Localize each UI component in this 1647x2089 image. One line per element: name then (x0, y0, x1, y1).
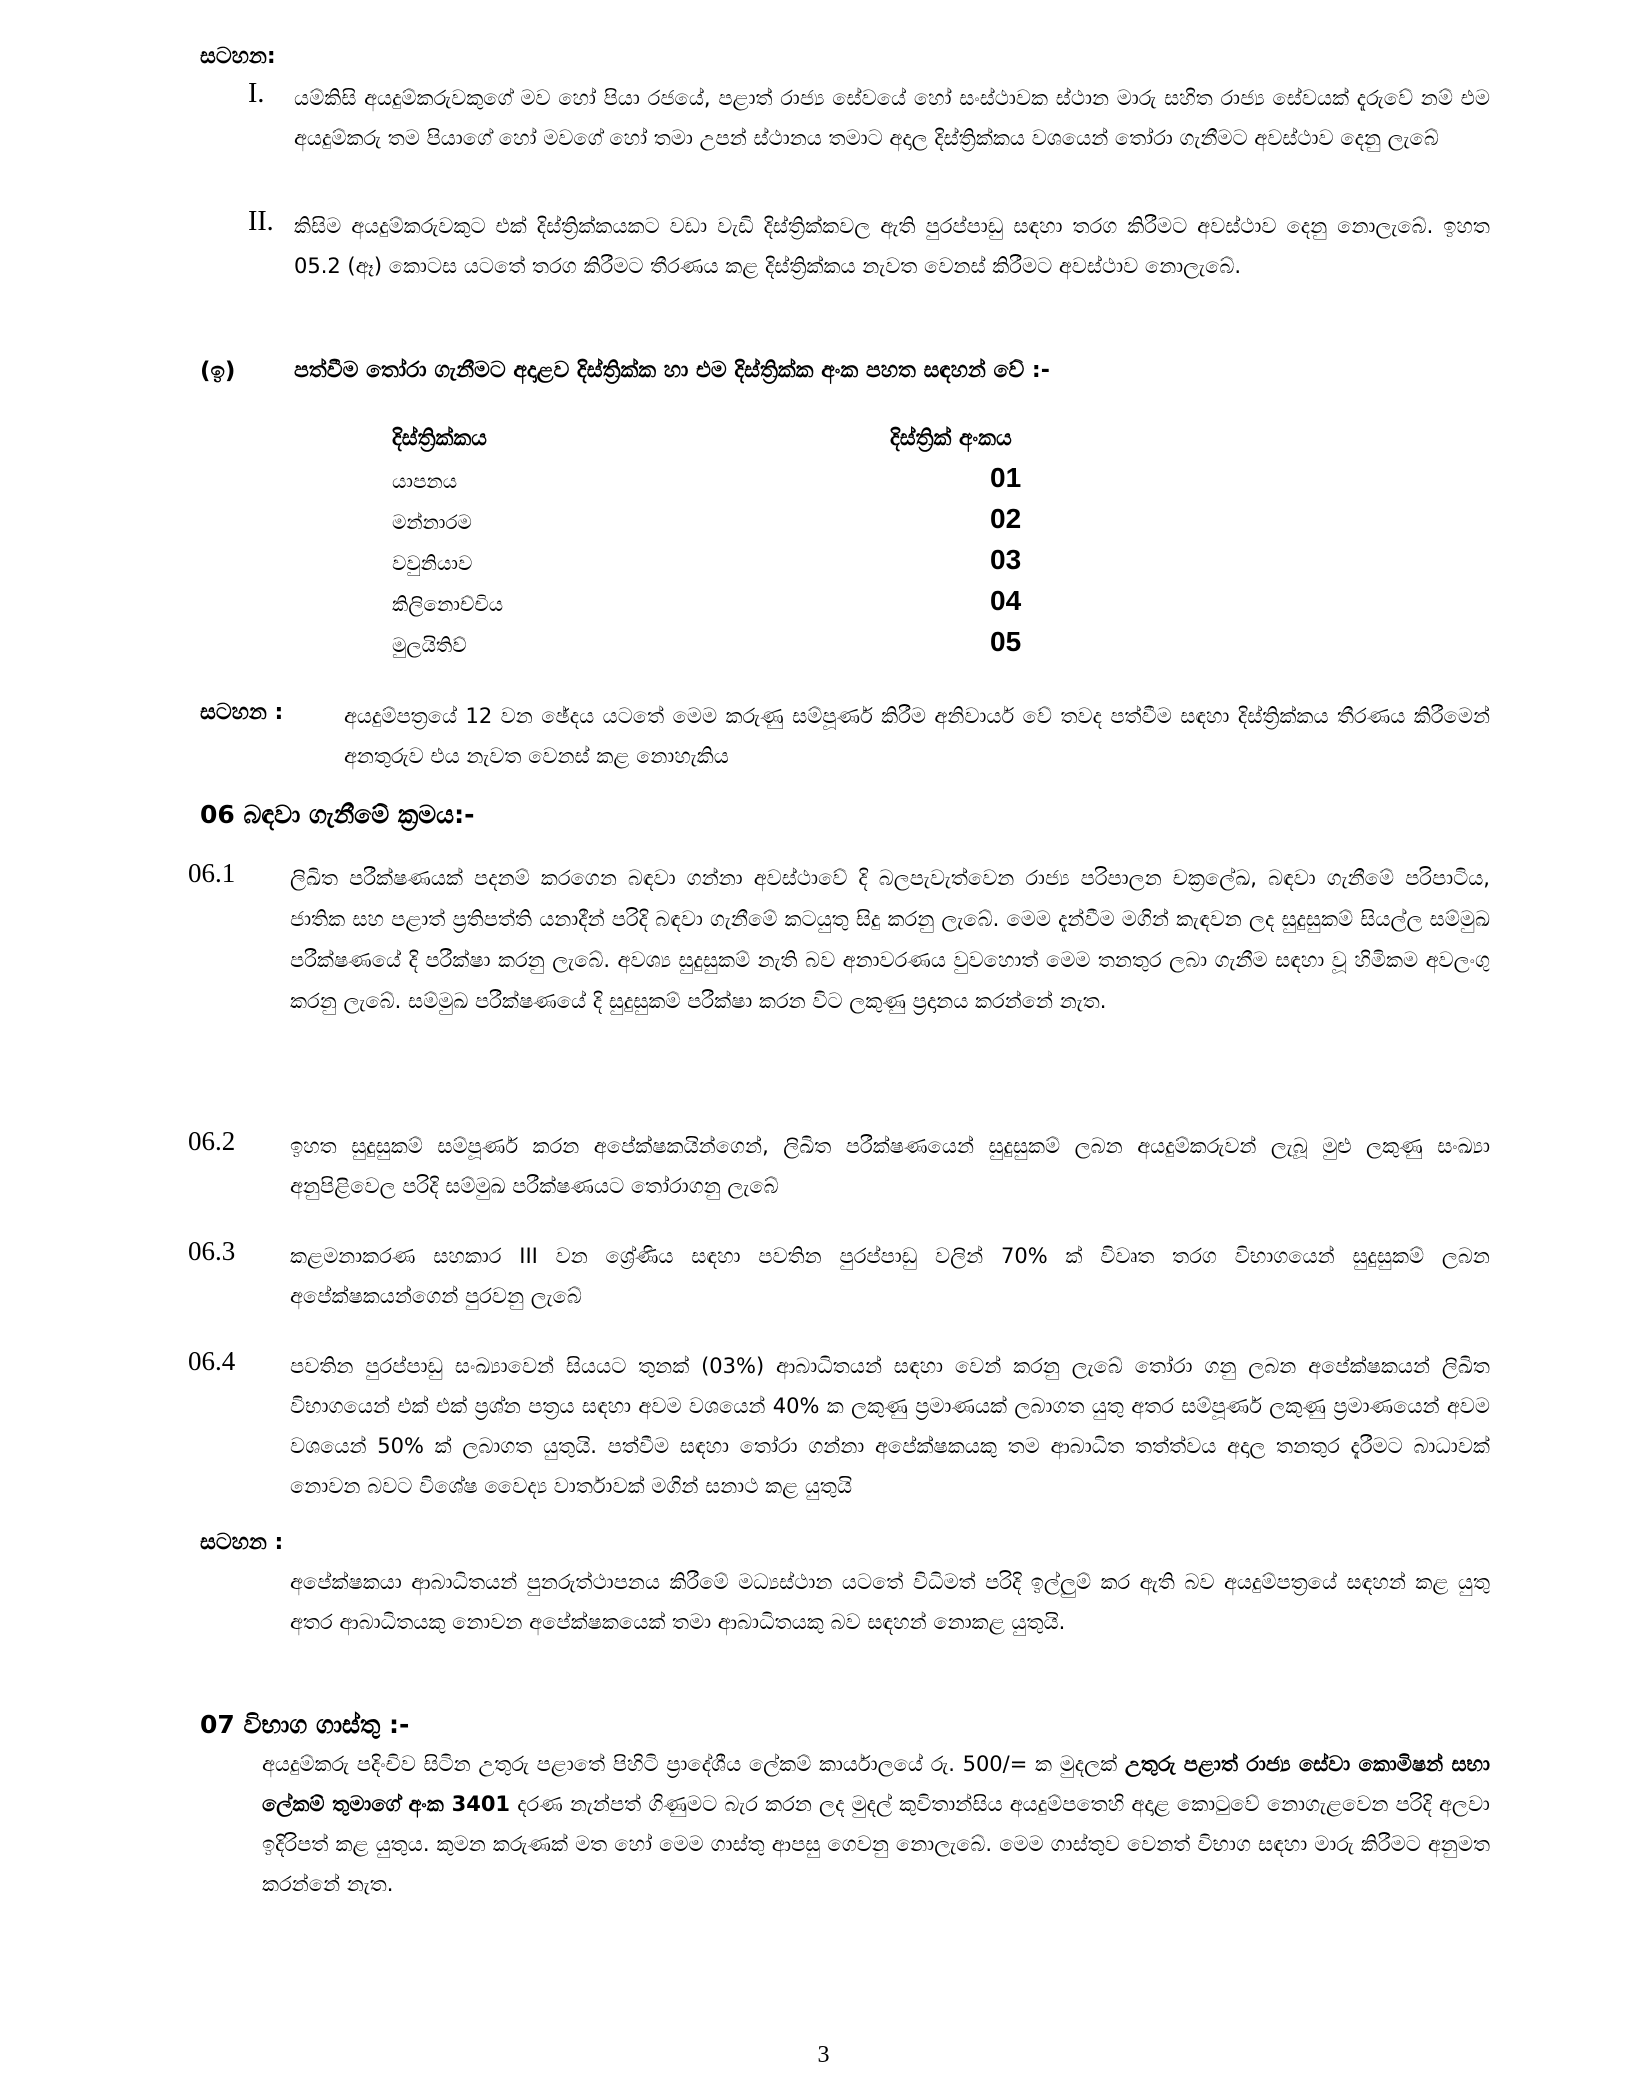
district-code: 02 (990, 503, 1022, 534)
note-label-mid: සටහන : (200, 700, 284, 725)
header-district-code: දිස්ත්‍රික් අංකය (890, 426, 1012, 451)
item-number: 06.1 (188, 858, 236, 888)
header-district: දිස්ත්‍රික්කය (392, 426, 487, 451)
district-code: 03 (990, 544, 1022, 575)
table-row (392, 624, 1112, 665)
page-number: 3 (817, 2042, 830, 2068)
item-number: 06.3 (188, 1236, 236, 1266)
section-07-text-part-2: දරණ නැන්පත් ගිණුමට බැර කරන ලද මුදල් කුවිතාන්සිය අයදුම්පතෙහි අදාළ කොටුවේ නොගැළවෙන පරිදි අලවා ඉදිරිපත් කළ යුතුය. කුමන කරුණක් මත හෝ මෙම ගාස්තු ආපසු ගෙවනු නොලැබේ. මෙම ගාස්තුව වෙනත් විභාග සඳහා මාරු කිරීමට අනුමත කරන්නේ නැත. (262, 1792, 1490, 1896)
section-e-heading: පත්වීම තෝරා ගැනීමට අදාළව දිස්ත්‍රික්ක හා එම දිස්ත්‍රික්ක අංක පහත සඳහන් වේ :- (294, 358, 1050, 383)
note-item-2-text: කිසිම අයදුම්කරුවකුට එක් දිස්ත්‍රික්කයකට වඩා වැඩි දිස්ත්‍රික්කවල ඇති පුරප්පාඩු සඳහා තරග කිරීමට අවස්ථාව දෙනු නොලැබේ. ඉහත 05.2 (ඈ) කොටස යටතේ තරග කිරීමට තීරණය කළ දිස්ත්‍රික්කය නැවත වෙනස් කිරීමට අවස්ථාව නොලැබේ. (294, 214, 1490, 278)
table-row (392, 583, 1112, 624)
note-label-bottom: සටහන : (200, 1530, 284, 1555)
item-number: 06.4 (188, 1346, 236, 1376)
item-06-3-text: කළමනාකරණ සහකාර III වන ශ්‍රේණිය සඳහා පවතින පුරප්පාඩු වලින් 70% ක් විවෘත තරග විභාගයෙන් සුදුසුකම් ලබන අපේක්ෂකයන්ගෙන් පුරවනු ලැබේ (290, 1244, 1490, 1308)
table-row (392, 501, 1112, 542)
section-07-text-part-1: අයදුම්කරු පදිංචිව සිටින උතුරු පළාතේ පිහිටි ප්‍රාදේශීය ලේකම් කාර්යාලයේ රු. 500/= ක මුදලක් (262, 1752, 1118, 1776)
note-item-1-text: යම්කිසි අයදුම්කරුවකුගේ මව හෝ පියා රජයේ, පළාත් රාජ්‍ය සේවයේ හෝ සංස්ථාවක ස්ථාන මාරු සහිත රාජ්‍ය සේවයක් දැරුවේ නම් එම අයදුම්කරු තම පියාගේ හෝ මවගේ හෝ තමා උපන් ස්ථානය තමාට අදාල දිස්ත්‍රික්කය වශයෙන් තෝරා ගැනීමට අවස්ථාව දෙනු ලැබේ (294, 86, 1490, 150)
district-name: මුලයිතිව් (392, 633, 467, 657)
district-name: කිලිනොච්චිය (392, 592, 504, 616)
section-06-heading: 06 බඳවා ගැනීමේ ක්‍රමය:- (200, 800, 475, 829)
item-number: 06.2 (188, 1126, 236, 1156)
district-code: 04 (990, 585, 1022, 616)
district-name: යාපනය (392, 469, 458, 493)
roman-marker-2: II. (248, 206, 274, 237)
note-mid-text: අයදුම්පත්‍රයේ 12 වන ඡේදය යටතේ මෙම කරුණු සම්පූර්ණ කිරීම අනිවාර්ය වේ තවද පත්වීම සඳහා දිස්ත්‍රික්කය තීරණය කිරීමෙන් අනතුරුව එය නැවත වෙනස් කළ නොහැකිය (344, 704, 1490, 768)
section-07-text (262, 1744, 1490, 1904)
item-06-4-text: පවතින පුරප්පාඩු සංඛ්‍යාවෙන් සියයට තුනක් (03%) ආබාධිතයන් සඳහා වෙන් කරනු ලැබේ තෝරා ගනු ලබන අපේක්ෂකයන් ලිඛිත විභාගයෙන් එක් එක් ප්‍රශ්න පත්‍රය සඳහා අවම වශයෙන් 40% ක ලකුණු ප්‍රමාණයක් ලබාගත යුතු අතර සම්පූර්ණ ලකුණු ප්‍රමාණයෙන් අවම වශයෙන් 50% ක් ලබාගත යුතුයි. පත්වීම සඳහා තෝරා ගන්නා අපේක්ෂකයකු තම ආබාධිත තත්ත්වය අදාල තනතුර දැරීමට බාධාවක් නොවන බවට විශේෂ වෛද්‍ය වාර්තාවක් මගින් සනාථ කළ යුතුයි (290, 1354, 1490, 1498)
section-07-heading: 07 විභාග ගාස්තු :- (200, 1710, 410, 1739)
district-name: වවුනියාව (392, 551, 473, 575)
item-06-1-text: ලිඛිත පරීක්ෂණයක් පදනම් කරගෙන බඳවා ගන්නා අවස්ථාවේ දි බලපැවැත්වෙන රාජ්‍ය පරිපාලන චක්‍රලේඛ, බඳවා ගැනීමේ පරිපාටිය, ජාතික සහ පළාත් ප්‍රතිපත්ති යනාදීන් පරිදි බඳවා ගැනීමේ කටයුතු සිදු කරනු ලැබේ. මෙම දැන්වීම මගින් කැඳවන ලද සුදුසුකම් සියල්ල සම්මුඛ පරීක්ෂණයේ දි පරීක්ෂා කරනු ලැබේ. අවශ්‍ය සුදුසුකම් නැති බව අනාවරණය වුවහොත් මෙම තනතුර ලබා ගැනීම සඳහා වූ හිමිකම අවලංගු කරනු ලැබේ. සම්මුඛ පරීක්ෂණයේ දි සුදුසුකම් පරීක්ෂා කරන විට ලකුණු ප්‍රදානය කරන්නේ නැත. (290, 866, 1490, 1013)
district-code: 05 (990, 626, 1022, 657)
district-name: මන්නාරම (392, 510, 472, 534)
section-e-marker: (ඉ) (200, 358, 236, 384)
item-06-2-text: ඉහත සුදුසුකම් සම්පූර්ණ කරන අපේක්ෂකයින්ගෙන්, ලිඛිත පරීක්ෂණයෙන් සුදුසුකම් ලබන අයදුම්කරුවන් ලැබූ මුළු ලකුණු සංඛ්‍යා අනුපිළිවෙල පරිදි සම්මුඛ පරීක්ෂණයට තෝරාගනු ලැබේ (290, 1134, 1490, 1198)
note-bottom-text: අපේක්ෂකයා ආබාධිතයන් පුනරුත්ථාපනය කිරීමේ මධ්‍යස්ථාන යටතේ විධිමත් පරිදි ඉල්ලුම් කර ඇති බව අයදුම්පත්‍රයේ සඳහන් කළ යුතු අතර ආබාධිතයකු නොවන අපේක්ෂකයෙක් තමා ආබාධිතයකු බව සඳහන් නොකළ යුතුයි. (290, 1570, 1490, 1634)
table-row (392, 542, 1112, 583)
district-table-header (392, 420, 1112, 460)
section-07-account-bold: උතුරු පළාත් රාජ්‍ය සේවා කොමිෂන් සභා ලේකම් තුමාගේ අංක 3401 (262, 1752, 1490, 1816)
district-table (392, 420, 1112, 665)
district-code: 01 (990, 462, 1022, 493)
note-label-top: සටහන: (200, 44, 276, 69)
roman-marker-1: I. (248, 78, 265, 109)
table-row (392, 460, 1112, 501)
